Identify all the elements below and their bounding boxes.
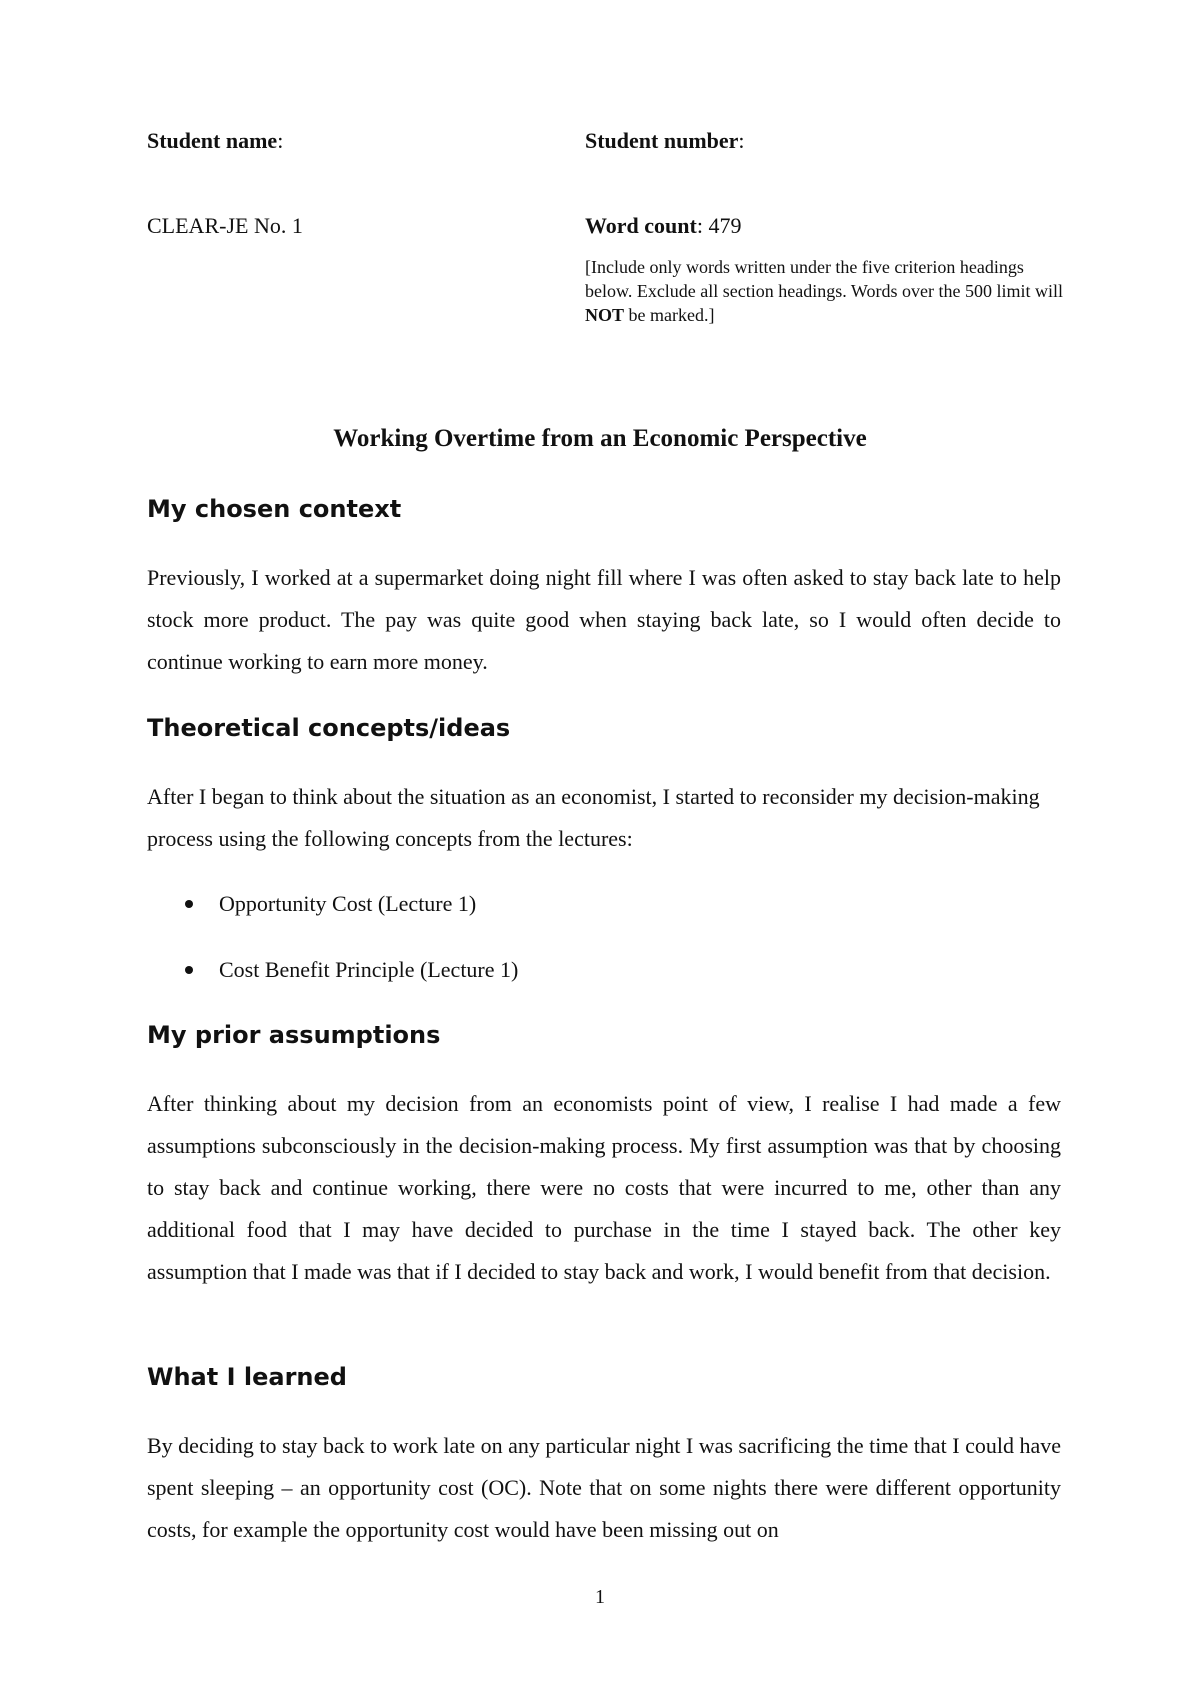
student-number-label: Student number <box>585 128 739 153</box>
section-heading-concepts: Theoretical concepts/ideas <box>147 714 511 742</box>
page-number: 1 <box>595 1586 605 1608</box>
bullet-dot-icon <box>185 900 193 908</box>
student-number-line <box>585 127 745 155</box>
note-part-1: [Include only words written under the five criterion headings below. Exclude all section headings. Words over the 500 limit will <box>585 257 1063 301</box>
word-count-label: Word count <box>585 213 697 238</box>
student-name-label: Student name <box>147 128 278 153</box>
section-paragraph-assumptions: After thinking about my decision from an economists point of view, I realise I had made a few assumptions subconsciously in the decision-making process. My first assumption was that by choosing to stay back and continue working, there were no costs that were incurred to me, other than any additional food that I may have decided to purchase in the time I stayed back. The other key assumption that I made was that if I decided to stay back and work, I would benefit from that decision. <box>147 1091 1061 1284</box>
student-name-colon: : <box>277 128 284 153</box>
word-count-line <box>585 212 741 240</box>
section-paragraph-learned: By deciding to stay back to work late on any particular night I was sacrificing the time that I could have spent sleeping – an opportunity cost (OC). Note that on some nights there were different opportunity costs, for example the opportunity cost would have been missing out on <box>147 1433 1061 1542</box>
word-count-note <box>585 255 1075 327</box>
section-heading-learned: What I learned <box>147 1363 347 1391</box>
clear-je-label: CLEAR-JE No. 1 <box>147 213 303 238</box>
bullet-dot-icon <box>185 966 193 974</box>
student-name-line <box>147 127 283 155</box>
list-item-text: Cost Benefit Principle (Lecture 1) <box>219 957 519 982</box>
clear-je-line <box>147 212 303 240</box>
section-paragraph-concepts: After I began to think about the situation as an economist, I started to reconsider my decision-making process using the following concepts from the lectures: <box>147 784 1040 851</box>
list-item-text: Opportunity Cost (Lecture 1) <box>219 891 477 916</box>
section-heading-assumptions: My prior assumptions <box>147 1021 441 1049</box>
document-title: Working Overtime from an Economic Perspective <box>333 425 867 452</box>
note-emphasis: NOT <box>585 305 625 325</box>
note-part-2: be marked.] <box>624 305 715 325</box>
section-heading-context: My chosen context <box>147 495 402 523</box>
word-count-value: : 479 <box>696 213 742 238</box>
student-number-colon: : <box>738 128 745 153</box>
section-paragraph-context: Previously, I worked at a supermarket doing night fill where I was often asked to stay back late to help stock more product. The pay was quite good when staying back late, so I would often decide to continue working to earn more money. <box>147 565 1061 674</box>
